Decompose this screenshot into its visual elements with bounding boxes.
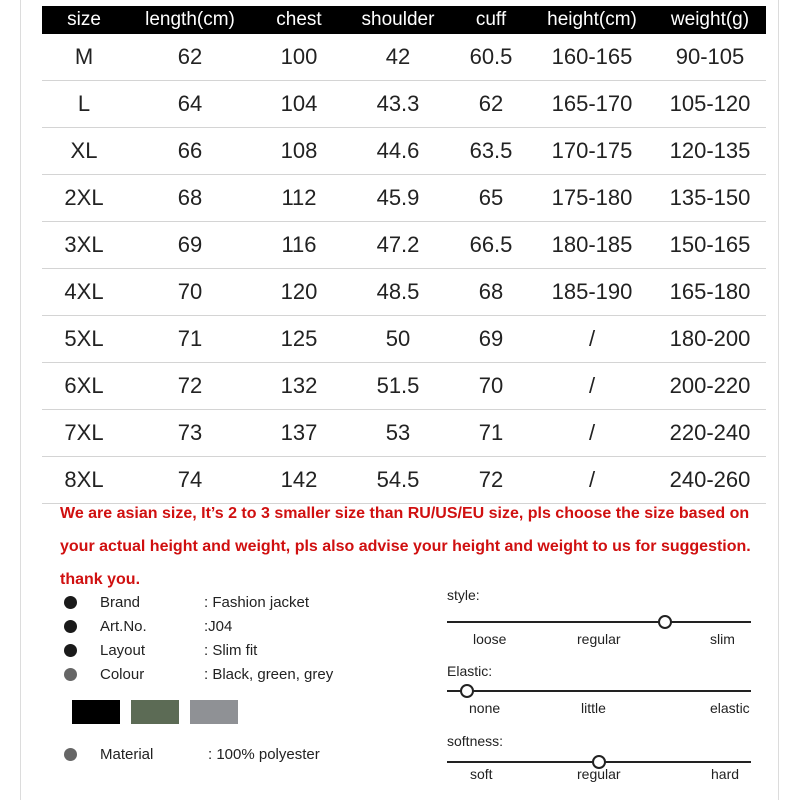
cell-shoulder: 54.5 [376,467,420,492]
table-row [42,457,766,504]
elastic-label-elastic: elastic [710,700,750,716]
cell-size: 6XL [64,373,104,398]
cell-height: 175-180 [551,185,633,210]
bullet-icon [64,644,77,657]
cell-chest: 116 [281,232,317,257]
spec-brand [64,592,309,612]
cell-length: 62 [177,44,203,69]
cell-size: 8XL [64,467,104,492]
cell-cuff: 66.5 [469,232,513,257]
softness-label-regular: regular [577,766,621,782]
cell-height: / [588,373,596,398]
cell-length: 71 [177,326,203,351]
table-row [42,34,766,81]
cell-weight: 220-240 [669,420,751,445]
spec-layout-label: Layout [100,641,146,659]
cell-weight: 165-180 [669,279,751,304]
size-notice-line-1: We are asian size, It’s 2 to 3 smaller size than RU/US/EU size, pls choose the size based on [60,505,750,522]
cell-height: 170-175 [551,138,633,163]
header-chest: chest [276,9,322,30]
cell-shoulder: 44.6 [376,138,420,163]
header-weight: weight(g) [670,9,750,30]
cell-cuff: 71 [478,420,504,445]
colour-swatch-grey [190,700,238,724]
header-cuff: cuff [475,9,507,30]
bullet-icon [64,748,77,761]
cell-shoulder: 47.2 [376,232,420,257]
spec-art-no-label: Art.No. [100,617,147,635]
softness-label-hard: hard [711,766,740,782]
cell-length: 64 [177,91,203,116]
cell-chest: 112 [281,185,317,210]
table-row [42,363,766,410]
elastic-label-little: little [581,700,606,716]
cell-cuff: 63.5 [469,138,513,163]
bullet-icon [64,668,77,681]
softness-label-soft: soft [470,766,493,782]
header-shoulder: shoulder [361,9,435,30]
style-slider-track [447,621,751,623]
right-border-line [778,0,779,800]
cell-shoulder: 48.5 [376,279,420,304]
spec-art-no [64,616,232,636]
cell-size: 4XL [64,279,104,304]
cell-weight: 150-165 [669,232,751,257]
cell-shoulder: 45.9 [376,185,420,210]
cell-height: / [588,467,596,492]
size-table [42,6,766,504]
cell-cuff: 65 [478,185,504,210]
cell-size: 2XL [64,185,104,210]
cell-weight: 135-150 [669,185,751,210]
cell-weight: 200-220 [669,373,751,398]
softness-slider-track [447,761,751,763]
table-row [42,175,766,222]
cell-weight: 105-120 [669,91,751,116]
softness-slider-title: softness: [447,733,504,749]
elastic-label-none: none [469,700,501,716]
cell-length: 70 [177,279,203,304]
table-row [42,316,766,363]
cell-chest: 108 [280,138,318,163]
cell-size: 5XL [64,326,104,351]
cell-cuff: 60.5 [469,44,513,69]
spec-colour-value: : Black, green, grey [204,665,334,683]
style-slider-title: style: [447,587,480,603]
cell-weight: 120-135 [669,138,751,163]
cell-weight: 240-260 [669,467,751,492]
style-slider-knob [658,615,672,629]
style-label-loose: loose [473,631,507,647]
spec-brand-value: : Fashion jacket [204,593,310,611]
header-length: length(cm) [145,9,235,30]
cell-length: 72 [177,373,203,398]
cell-cuff: 69 [478,326,504,351]
spec-art-no-value: :J04 [204,617,233,635]
elastic-slider-title: Elastic: [447,663,493,679]
table-row [42,81,766,128]
cell-length: 74 [177,467,203,492]
cell-cuff: 68 [478,279,504,304]
colour-swatch-green [131,700,179,724]
cell-chest: 137 [280,420,318,445]
table-header [42,6,766,34]
cell-cuff: 62 [478,91,504,116]
cell-shoulder: 53 [385,420,411,445]
header-size: size [67,9,101,30]
spec-layout [64,640,257,660]
cell-height: / [588,420,596,445]
cell-size: 7XL [64,420,104,445]
table-row [42,269,766,316]
style-label-regular: regular [577,631,621,647]
table-body [42,34,766,504]
spec-colour [64,664,333,684]
cell-length: 66 [177,138,203,163]
cell-size: XL [70,138,98,163]
elastic-slider-track [447,690,751,692]
size-notice-line-3: thank you. [60,571,141,588]
spec-material [64,744,320,764]
cell-size: M [74,44,94,69]
cell-chest: 104 [280,91,318,116]
cell-height: 160-165 [551,44,633,69]
cell-length: 73 [177,420,203,445]
bullet-icon [64,596,77,609]
cell-weight: 90-105 [675,44,745,69]
cell-chest: 120 [280,279,318,304]
cell-chest: 142 [280,467,318,492]
size-notice-line-2: your actual height and weight, pls also advise your height and weight to us for suggestion. [60,538,751,555]
cell-shoulder: 43.3 [376,91,420,116]
spec-layout-value: : Slim fit [204,641,258,659]
bullet-icon [64,620,77,633]
cell-height: 180-185 [551,232,633,257]
cell-height: / [588,326,596,351]
header-height: height(cm) [547,9,637,30]
cell-length: 69 [177,232,203,257]
cell-shoulder: 51.5 [376,373,420,398]
table-row [42,222,766,269]
cell-size: L [77,91,91,116]
cell-chest: 125 [280,326,318,351]
cell-height: 165-170 [551,91,633,116]
cell-height: 185-190 [551,279,633,304]
cell-length: 68 [177,185,203,210]
left-border-line [20,0,21,800]
colour-swatch-black [72,700,120,724]
elastic-slider-knob [460,684,474,698]
spec-material-label: Material [100,745,154,763]
cell-cuff: 70 [478,373,504,398]
cell-shoulder: 50 [385,326,411,351]
cell-chest: 100 [280,44,318,69]
style-label-slim: slim [710,631,735,647]
cell-cuff: 72 [478,467,504,492]
cell-chest: 132 [280,373,318,398]
table-row [42,410,766,457]
spec-material-value: : 100% polyester [208,745,320,763]
cell-size: 3XL [64,232,104,257]
cell-shoulder: 42 [385,44,411,69]
cell-weight: 180-200 [669,326,751,351]
spec-colour-label: Colour [100,665,145,683]
spec-brand-label: Brand [100,593,141,611]
table-row [42,128,766,175]
